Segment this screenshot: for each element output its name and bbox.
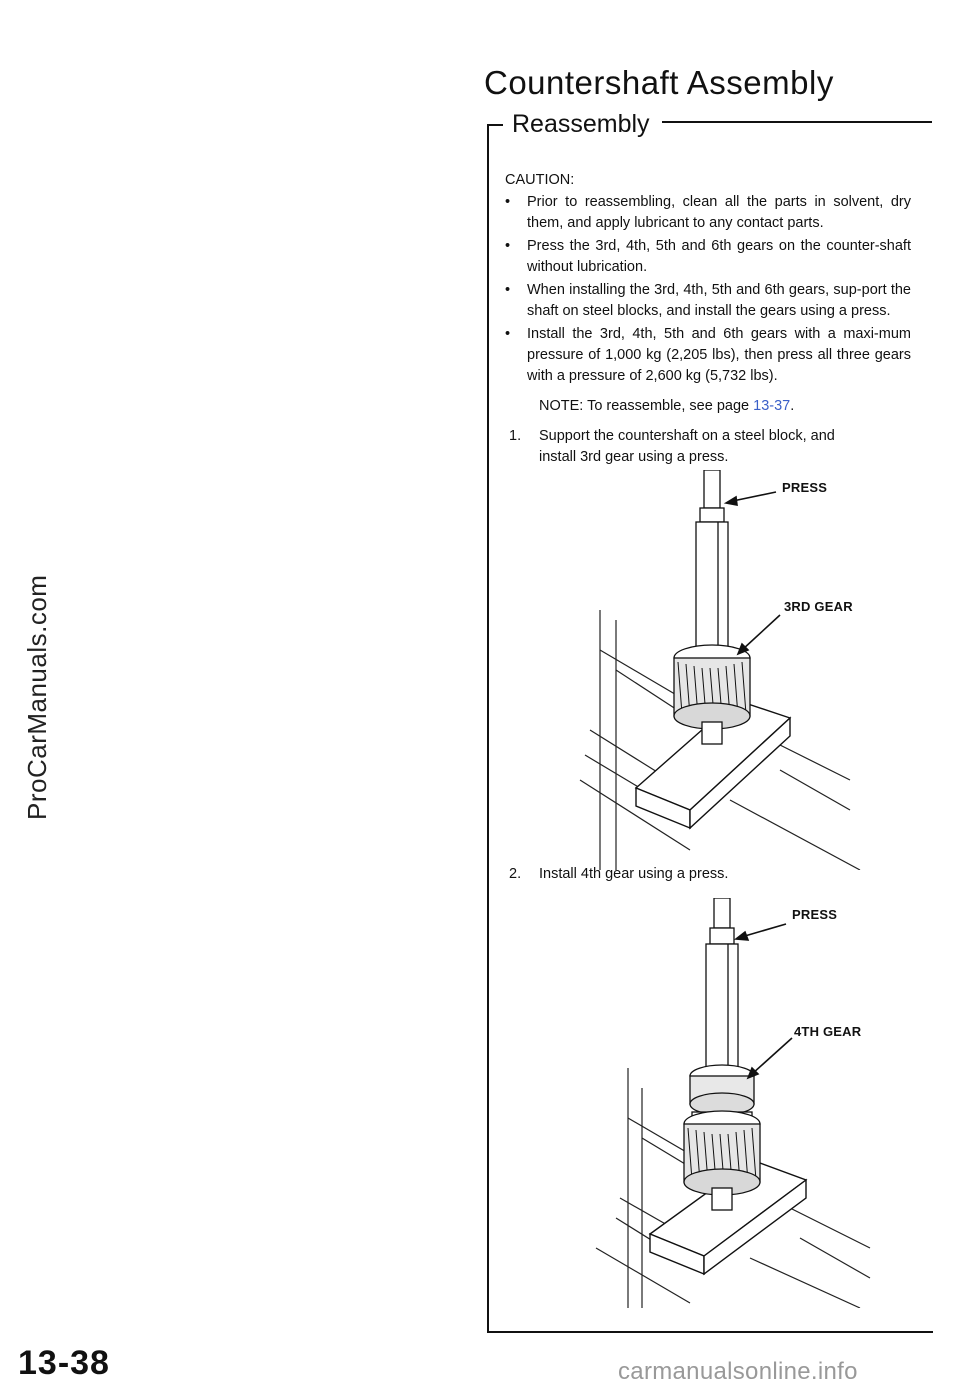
figure-3rd-gear-press — [570, 470, 930, 870]
callout-gear: 4TH GEAR — [794, 1024, 862, 1039]
callout-gear: 3RD GEAR — [784, 599, 853, 614]
caution-block — [505, 170, 911, 417]
step-number: 1. — [509, 428, 522, 444]
step-text: Support the countershaft on a steel block, and — [539, 428, 835, 444]
page-title: Countershaft Assembly — [484, 64, 834, 101]
side-watermark: ProCarManuals.com — [22, 574, 52, 820]
shaft — [706, 898, 738, 1090]
callout-arrows — [736, 924, 792, 1078]
caution-bullet: • When installing the 3rd, 4th, 5th and 6th gears, sup-port the shaft on steel blocks, and install the gears using a press. — [505, 282, 911, 319]
caution-bullet: • Install the 3rd, 4th, 5th and 6th gears with a maxi-mum pressure of 1,000 kg (2,205 lbs), then press all three gears with a pressure of 2,600 kg (5,732 lbs). — [505, 326, 911, 384]
step-text: Install 4th gear using a press. — [539, 866, 729, 882]
page-link[interactable]: 13-37 — [753, 398, 791, 414]
frame-top-rule-left — [487, 124, 503, 126]
callout-arrows — [726, 492, 780, 654]
callout-press: PRESS — [782, 480, 828, 495]
caution-bullet: • Prior to reassembling, clean all the parts in solvent, dry them, and apply lubricant to any contact parts. — [505, 194, 911, 231]
section-subtitle: Reassembly — [512, 110, 650, 138]
step-text: install 3rd gear using a press. — [539, 449, 729, 465]
step-number: 2. — [509, 866, 522, 882]
caution-bullet: • Press the 3rd, 4th, 5th and 6th gears on the counter-shaft without lubrication. — [505, 238, 911, 275]
caution-label: CAUTION: — [505, 172, 575, 188]
step-2 — [509, 864, 913, 885]
frame-bottom-rule — [487, 1331, 933, 1333]
site-footer: carmanualsonline.info — [618, 1358, 858, 1385]
gear-stack — [684, 1065, 760, 1210]
page-number: 13-38 — [18, 1344, 110, 1382]
frame-left-rule — [487, 124, 489, 1333]
callout-press: PRESS — [792, 907, 838, 922]
shaft — [696, 470, 728, 672]
frame-top-rule-right — [662, 121, 932, 123]
note-line: NOTE: To reassemble, see page 13-37. — [539, 398, 795, 414]
figure-4th-gear-press — [580, 898, 930, 1308]
step-1 — [509, 426, 913, 468]
